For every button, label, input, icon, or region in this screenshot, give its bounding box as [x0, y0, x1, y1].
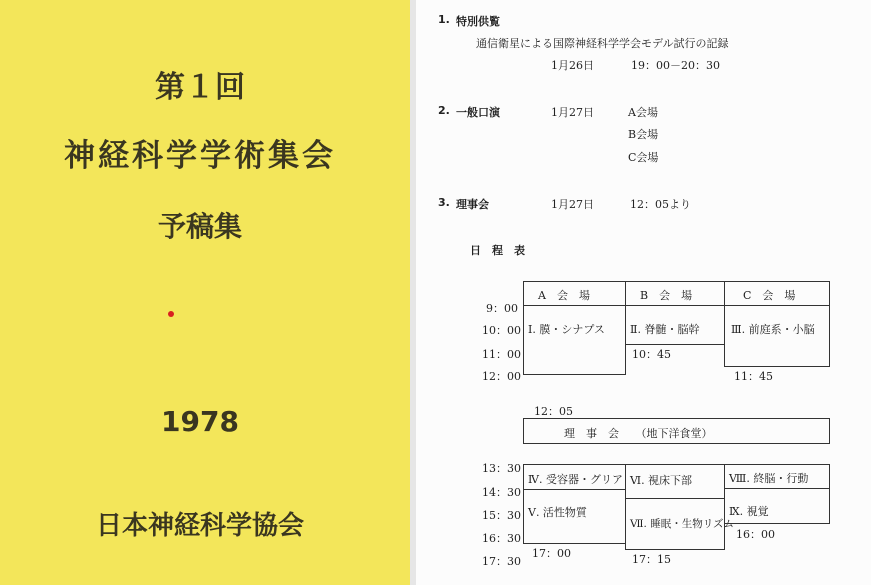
time-label: 9：00 [486, 302, 518, 315]
section-1-date: 1月26日 [551, 59, 594, 72]
section-1-time: 19：00－20：30 [631, 59, 720, 72]
section-2-room-b: B会場 [628, 128, 659, 141]
program-page [416, 0, 871, 585]
cover-title-edition: 第１回 [155, 70, 245, 105]
session-pm-room-a-1 [523, 464, 626, 490]
header-room-b [625, 281, 725, 306]
time-label: 13：30 [482, 462, 521, 475]
time-label: 11：00 [482, 348, 521, 361]
session-label: Ⅳ. 受容器・グリア [528, 473, 623, 486]
session-end-time: 16：00 [736, 528, 775, 541]
cover-year: 1978 [161, 405, 239, 438]
session-end-time: 17：00 [532, 547, 571, 560]
board-meeting-row [523, 418, 830, 444]
section-2-date: 1月27日 [551, 106, 594, 119]
session-end-time: 17：15 [632, 553, 671, 566]
section-3-title: 理事会 [456, 198, 489, 211]
schedule-title: 日 程 表 [470, 244, 525, 257]
header-room-a-label: A 会 場 [538, 289, 590, 302]
session-am-room-c [724, 305, 830, 367]
section-2-room-c: C会場 [628, 151, 659, 164]
header-room-c-label: C 会 場 [743, 289, 796, 302]
section-3-time: 12：05より [630, 198, 691, 211]
section-2-number: 2. [438, 104, 450, 117]
session-label: Ⅵ. 視床下部 [630, 474, 693, 487]
session-pm-room-a-2 [523, 489, 626, 544]
session-label: Ⅸ. 視覚 [729, 505, 769, 518]
session-pm-room-b-2 [625, 498, 735, 550]
lunch-start-time: 12：05 [534, 405, 573, 418]
session-end-time: 10：45 [632, 348, 671, 361]
time-label: 17：30 [482, 555, 521, 568]
cover-subtitle: 予稿集 [157, 210, 242, 243]
session-label: Ⅰ. 膜・シナプス [528, 323, 605, 336]
time-label: 12：00 [482, 370, 521, 383]
time-label: 16：30 [482, 532, 521, 545]
board-meeting-label: 理 事 会 （地下洋食堂） [564, 427, 713, 440]
session-end-time: 11：45 [734, 370, 773, 383]
session-am-room-b [625, 305, 725, 345]
session-label: Ⅴ. 活性物質 [528, 506, 587, 519]
session-label: Ⅶ. 睡眠・生物リズム [630, 518, 735, 530]
time-label: 14：30 [482, 486, 521, 499]
section-3-date: 1月27日 [551, 198, 594, 211]
session-label: Ⅷ. 終脳・行動 [729, 472, 809, 485]
session-label: Ⅲ. 前庭系・小脳 [731, 323, 815, 336]
header-room-c [724, 281, 830, 306]
session-pm-room-c-2 [724, 488, 830, 524]
red-dot-mark [168, 311, 174, 317]
session-pm-room-b-1 [625, 464, 725, 499]
session-am-room-a [523, 305, 626, 375]
header-room-b-label: B 会 場 [640, 289, 693, 302]
time-label: 15：30 [482, 509, 521, 522]
cover-title-main: 神経科学学術集会 [64, 138, 336, 174]
section-1-number: 1. [438, 13, 450, 26]
section-3-number: 3. [438, 196, 450, 209]
cover-publisher: 日本神経科学協会 [95, 511, 304, 541]
section-2-room-a: A会場 [628, 106, 658, 119]
section-2-title: 一般口演 [456, 106, 500, 119]
cover-page [0, 0, 412, 585]
header-room-a [523, 281, 626, 306]
time-label: 10：00 [482, 324, 521, 337]
section-1-title: 特別供覧 [456, 15, 500, 28]
section-1-description: 通信衛星による国際神経科学学会モデル試行の記録 [476, 37, 729, 50]
session-label: Ⅱ. 脊髄・脳幹 [630, 323, 700, 336]
session-pm-room-c-1 [724, 464, 830, 489]
